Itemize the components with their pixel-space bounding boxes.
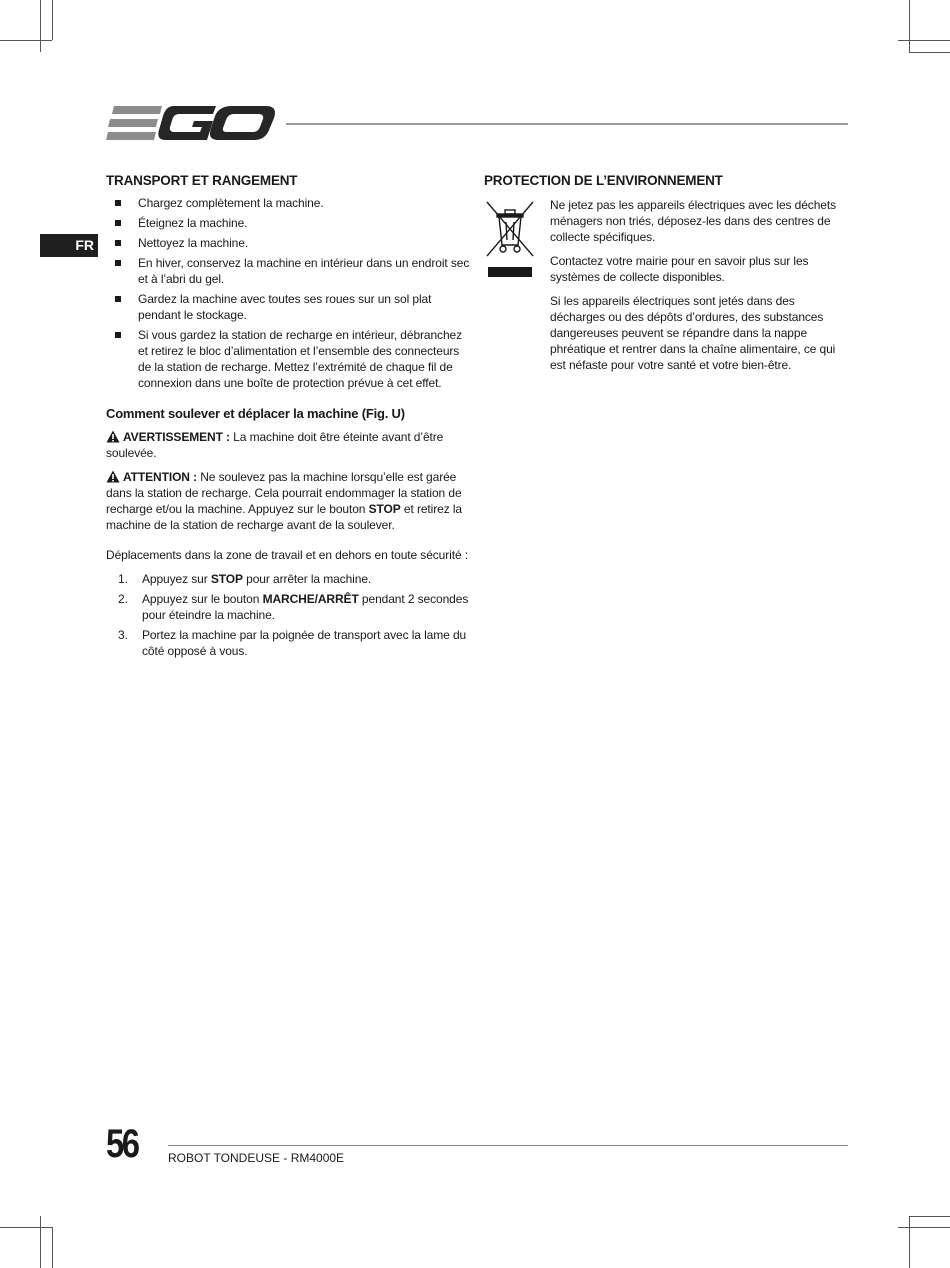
crop-mark bbox=[909, 1216, 950, 1217]
header-rule bbox=[286, 123, 848, 125]
logo-e-bar bbox=[108, 119, 158, 127]
env-paragraph: Ne jetez pas les appareils électriques avec les déchets ménagers non triés, déposez-les dans des centres de collecte spécifiques. bbox=[550, 198, 836, 244]
warning-paragraph bbox=[106, 429, 472, 461]
step-item bbox=[106, 591, 472, 623]
subheading-lifting: Comment soulever et déplacer la machine (Fig. U) bbox=[106, 406, 405, 421]
logo-o bbox=[210, 106, 275, 140]
step-item bbox=[106, 571, 472, 587]
attention-paragraph bbox=[106, 469, 472, 533]
footer-rule bbox=[168, 1145, 848, 1146]
steps-list bbox=[106, 571, 472, 659]
attention-text-end: et retirez la machine de la station de recharge avant de la soulever. bbox=[106, 502, 462, 532]
logo-g bbox=[158, 106, 216, 140]
step-item bbox=[106, 627, 472, 659]
section-heading-transport: TRANSPORT ET RANGEMENT bbox=[106, 173, 298, 188]
crop-mark bbox=[898, 40, 950, 41]
bullet-item: Nettoyez la machine. bbox=[106, 235, 472, 251]
crop-mark bbox=[898, 1227, 950, 1228]
bullet-item: Éteignez la machine. bbox=[106, 215, 472, 231]
bullet-item: Gardez la machine avec toutes ses roues sur un sol plat pendant le stockage. bbox=[106, 291, 472, 323]
crop-mark bbox=[52, 0, 53, 40]
ego-logo bbox=[106, 102, 276, 144]
moves-intro: Déplacements dans la zone de travail et en dehors en toute sécurité : bbox=[106, 548, 468, 562]
section-heading-environment: PROTECTION DE L’ENVIRONNEMENT bbox=[484, 173, 723, 188]
step-text: Appuyez sur le bouton bbox=[142, 592, 263, 606]
crop-mark bbox=[909, 1216, 910, 1268]
step-bold: STOP bbox=[210, 572, 243, 586]
step-number: 1. bbox=[118, 572, 128, 586]
transport-bullet-list bbox=[106, 195, 472, 391]
step-text: Appuyez sur bbox=[142, 572, 211, 586]
crop-mark bbox=[0, 40, 52, 41]
crop-mark bbox=[40, 0, 41, 52]
crop-mark bbox=[0, 1227, 52, 1228]
bullet-item: Chargez complètement la machine. bbox=[106, 195, 472, 211]
right-column bbox=[484, 172, 848, 381]
warning-triangle-icon bbox=[106, 430, 120, 443]
step-text-end: pendant 2 secondes pour éteindre la machine. bbox=[142, 592, 469, 622]
logo-e-bar bbox=[112, 106, 162, 114]
crop-mark bbox=[40, 1216, 41, 1268]
crop-mark bbox=[909, 0, 910, 52]
attention-stop: STOP bbox=[368, 502, 401, 516]
warning-triangle-icon bbox=[106, 470, 120, 483]
attention-label: ATTENTION : bbox=[123, 470, 197, 484]
env-paragraph: Si les appareils électriques sont jetés dans des décharges ou des dépôts d’ordures, des substances dangereuses peuvent se répandre dans la nappe phréatique et rentrer dans la chaîne alimentaire, ce qui est néfaste pour votre santé et votre bien-être. bbox=[550, 294, 836, 372]
environment-block bbox=[484, 197, 848, 373]
bullet-item: En hiver, conservez la machine en intérieur dans un endroit sec et à l’abri du gel. bbox=[106, 255, 472, 287]
attention-text: Ne soulevez pas la machine lorsqu’elle est garée dans la station de recharge. Cela pourrait endommager la station de recharge et/ou la machine. Appuyez sur le bouton bbox=[106, 470, 462, 516]
logo-e-bar bbox=[106, 132, 156, 140]
crop-mark bbox=[909, 52, 950, 53]
left-column bbox=[106, 172, 472, 663]
step-number: 3. bbox=[118, 628, 128, 642]
step-text-end: pour arrêter la machine. bbox=[242, 572, 372, 586]
crop-mark bbox=[52, 1227, 53, 1268]
crossed-bin-icon bbox=[484, 199, 536, 279]
warning-label: AVERTISSEMENT : bbox=[123, 430, 230, 444]
step-number: 2. bbox=[118, 592, 128, 606]
env-paragraph: Contactez votre mairie pour en savoir plus sur les systèmes de collecte disponibles. bbox=[550, 254, 809, 284]
footer-title: ROBOT TONDEUSE - RM4000E bbox=[168, 1151, 345, 1165]
bullet-item: Si vous gardez la station de recharge en intérieur, débranchez et retirez le bloc d’alimentation et l’ensemble des connecteurs de la station de recharge. Mettez l’extrémité de chaque fil de connexion dans une boîte de protection prévue à cet effet. bbox=[106, 327, 472, 391]
page-number: 56 bbox=[106, 1122, 138, 1166]
warning-text: La machine doit être éteinte avant d’être soulevée. bbox=[106, 430, 444, 460]
step-text: Portez la machine par la poignée de transport avec la lame du côté opposé à vous. bbox=[142, 628, 467, 658]
language-tab: FR bbox=[40, 234, 98, 257]
step-bold: MARCHE/ARRÊT bbox=[262, 592, 359, 606]
